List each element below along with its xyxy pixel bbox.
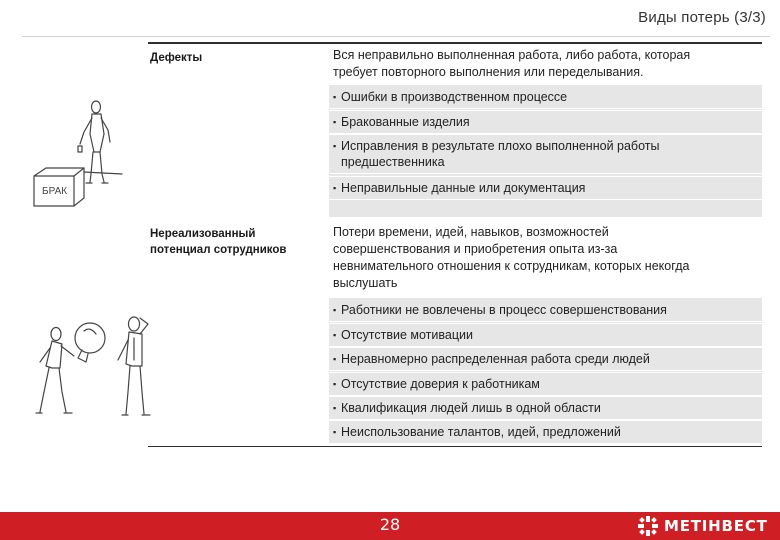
defects-bullet — [329, 134, 762, 174]
potential-label — [150, 226, 286, 258]
bullet-text: Работники не вовлечены в процесс совершенствования — [341, 303, 667, 317]
table-bottom-rule — [148, 446, 762, 447]
bullet-marker: ▪ — [333, 141, 337, 151]
potential-label-line: Нереализованный — [150, 228, 256, 240]
bullet-text: Неиспользование талантов, идей, предложений — [341, 425, 621, 439]
potential-description-line: невнимательного отношения к сотрудникам, которых некогда — [333, 259, 690, 273]
defects-description-line: Вся неправильно выполненная работа, либо работа, которая — [333, 48, 691, 62]
potential-description — [333, 224, 753, 292]
bullet-marker: ▪ — [333, 330, 337, 340]
bullet-text: Исправления в результате плохо выполненной работы — [341, 139, 660, 153]
bullet-text: Ошибки в производственном процессе — [341, 90, 568, 104]
defects-bullet — [329, 86, 762, 109]
table-top-rule — [148, 42, 762, 44]
potential-description-line: совершенствования и приобретения опыта из-за — [333, 242, 618, 256]
potential-bullet — [329, 299, 762, 322]
logo-icon — [637, 515, 659, 537]
defects-description-line: требует повторного выполнения или переделывания. — [333, 65, 644, 79]
potential-description-line: выслушать — [333, 276, 398, 290]
defects-bullet — [329, 176, 762, 200]
bullet-marker: ▪ — [333, 117, 337, 127]
company-logo — [637, 515, 768, 537]
page-title: Виды потерь (3/3) — [638, 9, 766, 26]
title-divider — [22, 36, 770, 37]
defects-label: Дефекты — [150, 52, 203, 64]
idea-lightbulb-illustration — [30, 304, 160, 422]
defects-bullet — [329, 110, 762, 134]
potential-bullet — [329, 372, 762, 396]
reject-box-label: БРАК — [42, 186, 68, 197]
bullet-text: Неправильные данные или документация — [341, 181, 586, 195]
defects-description — [333, 47, 753, 81]
bullet-marker: ▪ — [333, 183, 337, 193]
potential-bullet — [329, 347, 762, 371]
potential-bullet — [329, 323, 762, 347]
bullet-marker: ▪ — [333, 354, 337, 364]
bullet-text: Бракованные изделия — [341, 115, 470, 129]
bullet-marker: ▪ — [333, 305, 337, 315]
bullet-marker: ▪ — [333, 92, 337, 102]
man-reject-box-illustration — [26, 94, 146, 214]
potential-description-line: Потери времени, идей, навыков, возможностей — [333, 225, 609, 239]
potential-label-line: потенциал сотрудников — [150, 244, 287, 256]
bullet-marker: ▪ — [333, 427, 337, 437]
bullet-marker: ▪ — [333, 403, 337, 413]
potential-bullet — [329, 420, 762, 444]
bullet-text: Неравномерно распределенная работа среди людей — [341, 352, 650, 366]
page-number: 28 — [379, 515, 401, 534]
bullet-text: Отсутствие мотивации — [341, 328, 473, 342]
logo-text: МЕТІНВЕСТ — [664, 517, 768, 535]
bullet-marker: ▪ — [333, 379, 337, 389]
bullet-text: Квалификация людей лишь в одной области — [341, 401, 601, 415]
bullet-text: Отсутствие доверия к работникам — [341, 377, 540, 391]
bullet-text-continuation: предшественника — [341, 155, 445, 169]
potential-bullet — [329, 396, 762, 420]
